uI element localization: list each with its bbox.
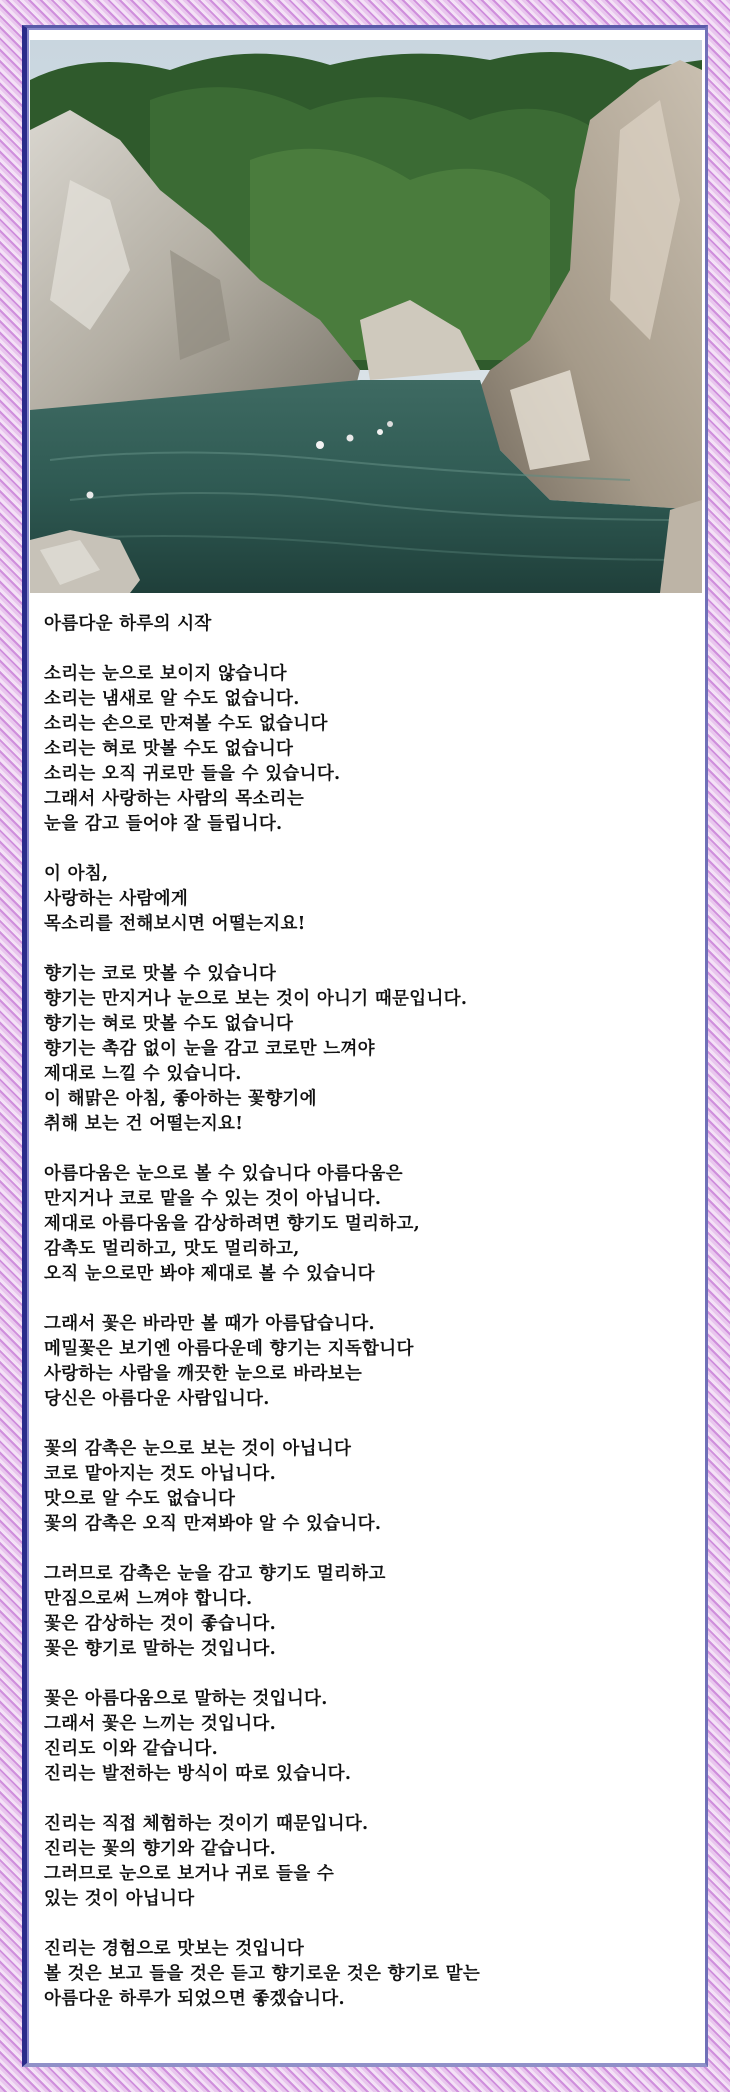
stanza bbox=[44, 962, 684, 1137]
poem-line: 그러므로 감촉은 눈을 감고 향기도 멀리하고 bbox=[44, 1564, 386, 1584]
poem-line: 그래서 꽃은 바라만 볼 때가 아름답습니다. bbox=[44, 1314, 375, 1334]
poem-line: 꽃은 향기로 말하는 것입니다. bbox=[44, 1639, 277, 1659]
poem-line: 만짐으로써 느껴야 합니다. bbox=[44, 1589, 253, 1609]
stanza bbox=[44, 662, 684, 837]
poem-line: 그러므로 눈으로 보거나 귀로 들을 수 bbox=[44, 1864, 335, 1884]
poem-line: 제대로 아름다움을 감상하려면 향기도 멀리하고, bbox=[44, 1214, 421, 1234]
poem-line: 향기는 코로 맛볼 수 있습니다 bbox=[44, 964, 277, 984]
poem-line: 진리는 경험으로 맛보는 것입니다 bbox=[44, 1939, 305, 1959]
poem-line: 소리는 냄새로 알 수도 없습니다. bbox=[44, 689, 300, 709]
poem-line: 있는 것이 아닙니다 bbox=[44, 1889, 195, 1909]
poem-line: 소리는 손으로 만져볼 수도 없습니다 bbox=[44, 714, 328, 734]
poem-line: 제대로 느낄 수 있습니다. bbox=[44, 1064, 242, 1084]
stanza bbox=[44, 862, 684, 937]
poem-line: 소리는 눈으로 보이지 않습니다 bbox=[44, 664, 287, 684]
poem-line: 취해 보는 건 어떨는지요! bbox=[44, 1114, 244, 1134]
poem-line: 꽃의 감촉은 눈으로 보는 것이 아닙니다 bbox=[44, 1439, 352, 1459]
stanza bbox=[44, 1687, 684, 1787]
poem-line: 메밀꽃은 보기엔 아름다운데 향기는 지독합니다 bbox=[44, 1339, 414, 1359]
stanza bbox=[44, 1812, 684, 1912]
stanza bbox=[44, 1162, 684, 1287]
stanza bbox=[44, 1937, 684, 2012]
poem-line: 꽃은 아름다움으로 말하는 것입니다. bbox=[44, 1689, 328, 1709]
poem-text bbox=[44, 612, 684, 2037]
poem-line: 진리도 이와 같습니다. bbox=[44, 1739, 219, 1759]
poem-line: 만지거나 코로 맡을 수 있는 것이 아닙니다. bbox=[44, 1189, 382, 1209]
poem-line: 볼 것은 보고 들을 것은 듣고 향기로운 것은 향기로 맡는 bbox=[44, 1964, 481, 1984]
poem-line: 이 아침, bbox=[44, 864, 109, 884]
poem-line: 아름다운 하루가 되었으면 좋겠습니다. bbox=[44, 1989, 345, 2009]
poem-line: 감촉도 멀리하고, 맛도 멀리하고, bbox=[44, 1239, 300, 1259]
poem-line: 그래서 꽃은 느끼는 것입니다. bbox=[44, 1714, 277, 1734]
poem-line: 꽃의 감촉은 오직 만져봐야 알 수 있습니다. bbox=[44, 1514, 382, 1534]
poem-line: 꽃은 감상하는 것이 좋습니다. bbox=[44, 1614, 277, 1634]
poem-line: 오직 눈으로만 봐야 제대로 볼 수 있습니다 bbox=[44, 1264, 375, 1284]
poem-stanzas bbox=[44, 662, 684, 2012]
poem-line: 진리는 꽃의 향기와 같습니다. bbox=[44, 1839, 277, 1859]
poem-line: 당신은 아름다운 사람입니다. bbox=[44, 1389, 270, 1409]
poem-line: 아름다움은 눈으로 볼 수 있습니다 아름다움은 bbox=[44, 1164, 403, 1184]
poem-line: 진리는 발전하는 방식이 따로 있습니다. bbox=[44, 1764, 352, 1784]
stanza bbox=[44, 1312, 684, 1412]
poem-line: 향기는 만지거나 눈으로 보는 것이 아니기 때문입니다. bbox=[44, 989, 468, 1009]
stanza bbox=[44, 1437, 684, 1537]
poem-line: 향기는 촉감 없이 눈을 감고 코로만 느껴야 bbox=[44, 1039, 375, 1059]
poem-line: 코로 맡아지는 것도 아닙니다. bbox=[44, 1464, 277, 1484]
poem-line: 이 해맑은 아침, 좋아하는 꽃향기에 bbox=[44, 1089, 317, 1109]
poem-line: 눈을 감고 들어야 잘 들립니다. bbox=[44, 814, 283, 834]
poem-line: 향기는 혀로 맛볼 수도 없습니다 bbox=[44, 1014, 294, 1034]
poem-line: 진리는 직접 체험하는 것이기 때문입니다. bbox=[44, 1814, 369, 1834]
poem-line: 소리는 혀로 맛볼 수도 없습니다 bbox=[44, 739, 294, 759]
poem-line: 그래서 사랑하는 사람의 목소리는 bbox=[44, 789, 305, 809]
stanza bbox=[44, 1562, 684, 1662]
poem-line: 소리는 오직 귀로만 들을 수 있습니다. bbox=[44, 764, 341, 784]
poem-line: 맛으로 알 수도 없습니다 bbox=[44, 1489, 236, 1509]
poem-line: 사랑하는 사람을 깨끗한 눈으로 바라보는 bbox=[44, 1364, 363, 1384]
poem-line: 사랑하는 사람에게 bbox=[44, 889, 189, 909]
landscape-photo bbox=[30, 40, 702, 593]
poem-title: 아름다운 하루의 시작 bbox=[44, 614, 212, 634]
poem-line: 목소리를 전해보시면 어떨는지요! bbox=[44, 914, 306, 934]
